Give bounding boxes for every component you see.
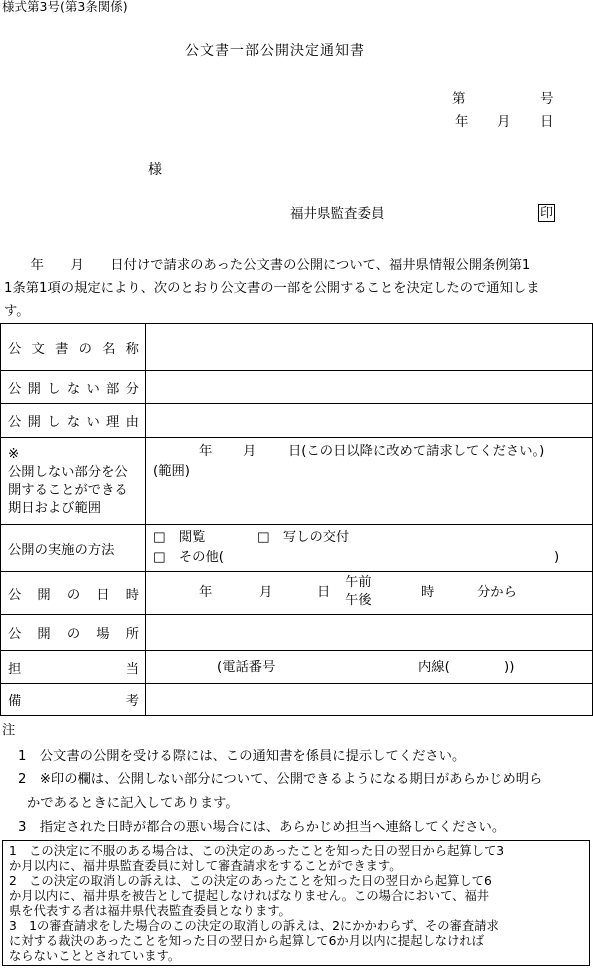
label-nondisclosed-reason: 公 開 し な い 理 由 [8,415,139,430]
addressee-honorific: 様 [148,162,162,178]
dt-day: 日 [317,585,331,600]
label-future-2: 開することができる [8,483,128,498]
date-month: 月 [497,114,511,130]
label-future-1: 公開しない部分を公 [8,465,128,480]
future-month: 月 [243,444,257,459]
seal-mark: 印 [539,206,553,221]
future-day-note: 日(この日以降に改めて請求してください。) [288,444,545,459]
dt-year: 年 [199,585,213,600]
contact-extension: 内線( [418,660,450,675]
document-title: 公文書一部公開決定通知書 [185,43,365,59]
dt-am: 午前 [345,575,372,590]
issuer-name: 福井県監査委員 [290,206,385,222]
value-place[interactable] [146,615,593,651]
label-method: 公開の実施の方法 [8,542,115,558]
notice-paragraph [4,254,590,323]
appeal-line: 3 1の審査請求をした場合のこの決定の取消しの訴えは、2にかかわらず、その審査請求 [9,919,499,933]
date-year: 年 [455,114,469,130]
contact-extension-close: )) [504,660,515,675]
appeal-line: に対する裁決のあったことを知った日の翌日から起算して6か月以内に提起しなければ [9,934,484,948]
value-remarks[interactable] [146,684,593,716]
label-mark: ※ [8,447,20,462]
paragraph-line: 年 月 日付けで請求のあった公文書の公開について、福井県情報公開条例第1 [4,258,531,273]
row-nondisclosed-reason [1,404,593,438]
option-copy-checkbox[interactable]: □ 写しの交付 [257,530,350,545]
note-2-cont: かであるときに記入してあります。 [27,796,239,811]
row-future-disclosure [1,438,593,525]
label-future-3: 期日および範囲 [8,501,102,516]
option-view-checkbox[interactable]: □ 閲覧 [153,530,206,545]
paragraph-line: す。 [4,304,30,319]
row-method [1,525,593,572]
value-future-disclosure[interactable] [146,438,593,525]
option-other-checkbox[interactable]: □ その他( [153,550,224,565]
paragraph-line: 1条第1項の規定により、次のとおり公文書の一部を公開することを決定したので通知しま [4,281,540,296]
value-contact[interactable] [146,651,593,684]
appeal-line: 2 この決定の取消しの訴えは、この決定のあったことを知った日の翌日から起算して6 [9,874,492,888]
dt-month: 月 [259,585,273,600]
row-nondisclosed-part [1,371,593,404]
disclosure-table [0,323,593,716]
row-remarks [1,684,593,716]
row-document-name [1,324,593,371]
number-suffix: 号 [540,91,554,107]
future-range: (範囲) [153,464,190,479]
label-datetime: 公 開 の 日 時 [8,587,139,603]
future-year: 年 [199,444,213,459]
dt-pm: 午後 [345,593,372,608]
appeal-line: ならないこととされています。 [9,949,181,963]
number-prefix: 第 [452,91,466,107]
appeal-line: 1 この決定に不服のある場合は、この決定のあったことを知った日の翌日から起算して3 [9,844,505,858]
dt-hour: 時 [421,585,435,600]
appeal-line: 県を代表する者は福井県代表監査委員となります。 [9,904,291,918]
row-datetime [1,572,593,615]
row-place [1,615,593,651]
value-nondisclosed-part[interactable] [146,371,593,404]
row-contact [1,651,593,684]
appeal-line: か月以内に、福井県監査委員に対して審査請求をすることができます。 [9,859,402,873]
note-1: 1 公文書の公開を受ける際には、この通知書を係員に提示してください。 [18,749,466,764]
label-document-name: 公 文 書 の 名 称 [8,341,139,357]
value-datetime[interactable] [146,572,593,615]
label-contact: 担 当 [8,661,139,677]
appeal-line: か月以内に、福井県を被告として提起しなければなりません。この場合において、福井 [9,889,490,903]
date-day: 日 [540,114,554,130]
value-nondisclosed-reason[interactable] [146,404,593,438]
dt-minute: 分から [477,585,517,600]
label-nondisclosed-part: 公 開 し な い 部 分 [8,381,139,397]
note-2: 2 ※印の欄は、公開しない部分について、公開できるようになる期日があらかじめ明ら [18,772,543,787]
note-3: 3 指定された日時が都合の悪い場合には、あらかじめ担当へ連絡してください。 [18,820,506,835]
option-other-close: ) [554,550,560,565]
appeal-instructions-box [2,840,590,966]
form-number: 様式第3号(第3条関係) [2,0,128,14]
value-method [146,525,593,572]
value-document-name[interactable] [146,324,593,371]
notes-heading: 注 [2,723,16,738]
label-remarks: 備 考 [8,694,139,709]
contact-phone: (電話番号 [217,660,276,675]
label-place: 公 開 の 場 所 [8,627,139,642]
